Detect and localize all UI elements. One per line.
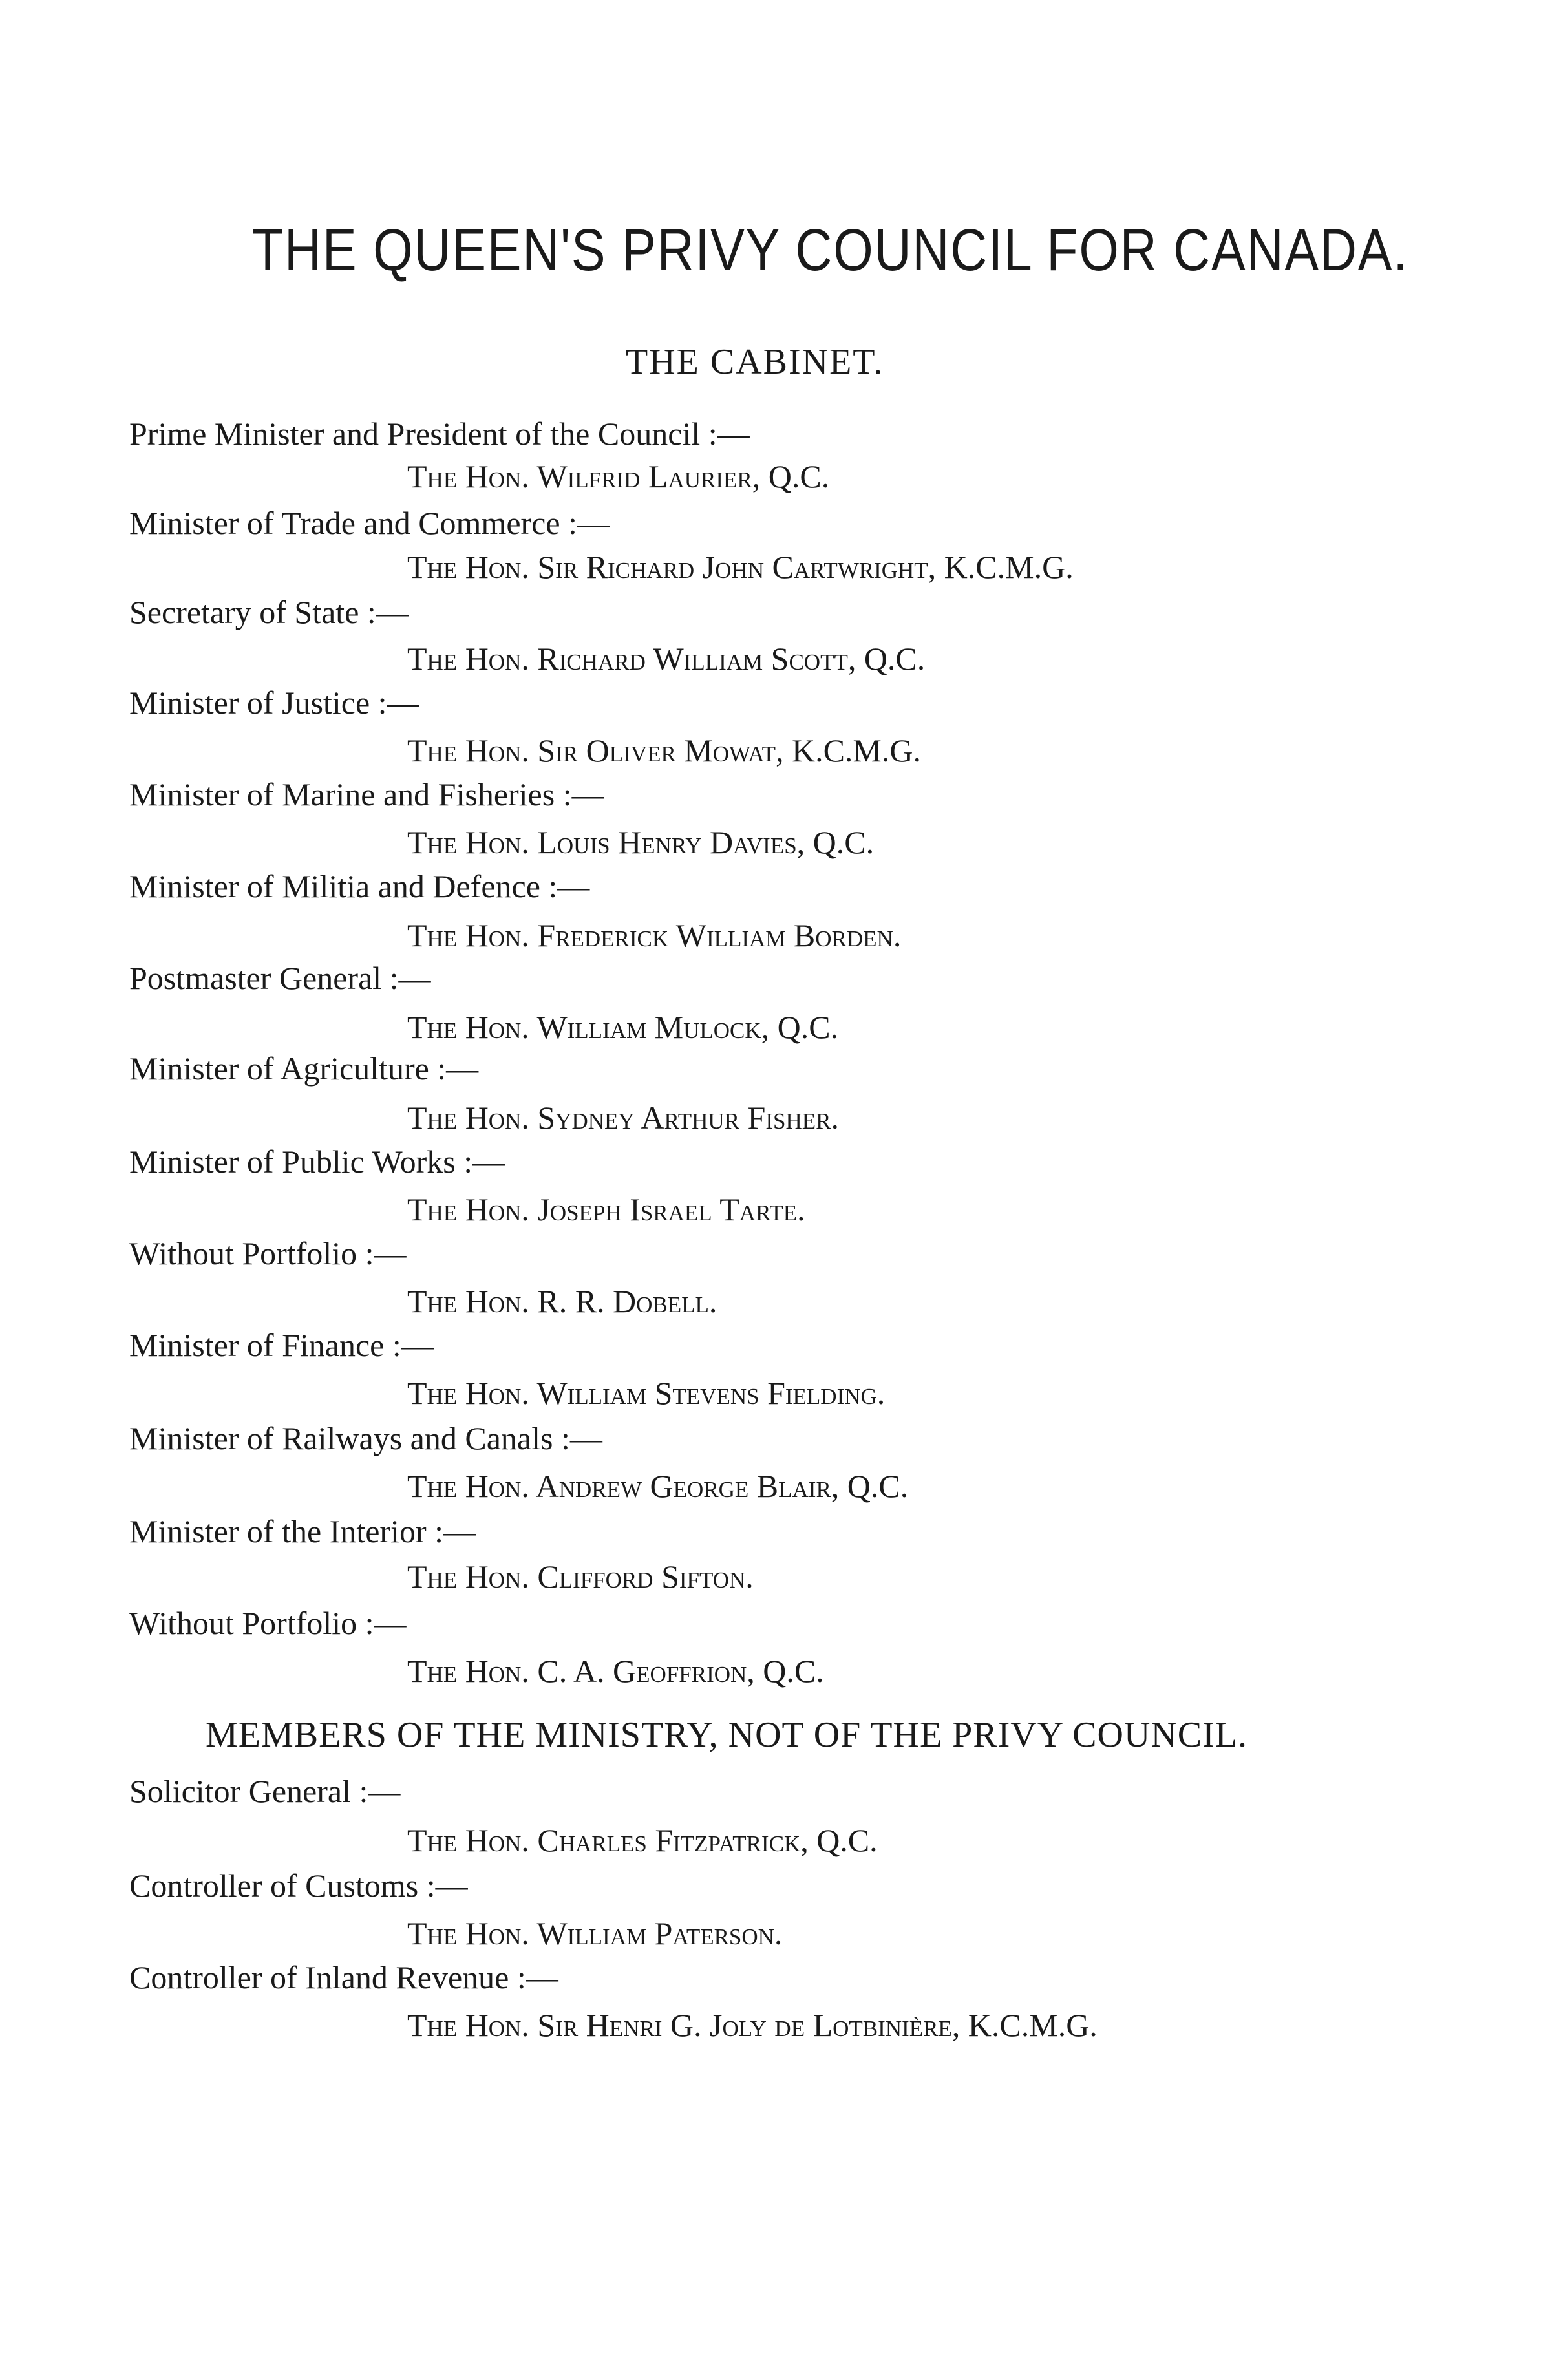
office-holder: The Hon. Charles Fitzpatrick, Q.C. — [407, 1822, 878, 1858]
office-holder: The Hon. Clifford Sifton. — [407, 1558, 754, 1595]
office-title: Minister of Agriculture :— — [129, 1050, 479, 1087]
office-title: Minister of Marine and Fisheries :— — [129, 776, 604, 813]
office-holder: The Hon. Sir Henri G. Joly de Lotbinière, K.C.M.G. — [407, 2007, 1098, 2043]
office-title: Minister of Trade and Commerce :— — [129, 505, 610, 541]
office-title: Minister of Finance :— — [129, 1327, 434, 1363]
office-holder: The Hon. Sir Richard John Cartwright, K.C.M.G. — [407, 549, 1074, 585]
office-title: Minister of Militia and Defence :— — [129, 868, 590, 904]
office-holder: The Hon. Louis Henry Davies, Q.C. — [407, 824, 875, 860]
office-title: Secretary of State :— — [129, 594, 409, 630]
office-title: Without Portfolio :— — [129, 1235, 407, 1271]
office-title: Minister of Railways and Canals :— — [129, 1420, 602, 1456]
office-holder: The Hon. William Mulock, Q.C. — [407, 1009, 839, 1045]
office-holder: The Hon. Sir Oliver Mowat, K.C.M.G. — [407, 732, 921, 769]
office-title: Without Portfolio :— — [129, 1605, 407, 1641]
office-title: Controller of Inland Revenue :— — [129, 1959, 558, 1995]
office-holder: The Hon. R. R. Dobell. — [407, 1283, 717, 1319]
office-title: Minister of Public Works :— — [129, 1143, 505, 1180]
office-title: Minister of the Interior :— — [129, 1513, 476, 1549]
office-holder: The Hon. C. A. Geoffrion, Q.C. — [407, 1653, 824, 1689]
office-holder: The Hon. Sydney Arthur Fisher. — [407, 1100, 839, 1136]
office-holder: The Hon. Richard William Scott, Q.C. — [407, 641, 926, 677]
office-holder: The Hon. Andrew George Blair, Q.C. — [407, 1468, 909, 1504]
office-holder: The Hon. Wilfrid Laurier, Q.C. — [407, 458, 830, 494]
ministry-heading: MEMBERS OF THE MINISTRY, NOT OF THE PRIVY COUNCIL. — [206, 1715, 1247, 1755]
office-title: Solicitor General :— — [129, 1773, 401, 1809]
office-title: Prime Minister and President of the Council :— — [129, 416, 750, 452]
office-title: Controller of Customs :— — [129, 1867, 468, 1904]
office-title: Postmaster General :— — [129, 960, 431, 996]
office-holder: The Hon. William Stevens Fielding. — [407, 1375, 886, 1411]
office-holder: The Hon. William Paterson. — [407, 1915, 783, 1951]
office-holder: The Hon. Joseph Israel Tarte. — [407, 1191, 805, 1227]
office-title: Minister of Justice :— — [129, 685, 419, 721]
page-title: THE QUEEN'S PRIVY COUNCIL FOR CANADA. — [252, 217, 1408, 283]
office-holder: The Hon. Frederick William Borden. — [407, 917, 902, 953]
cabinet-heading: THE CABINET. — [626, 342, 884, 382]
